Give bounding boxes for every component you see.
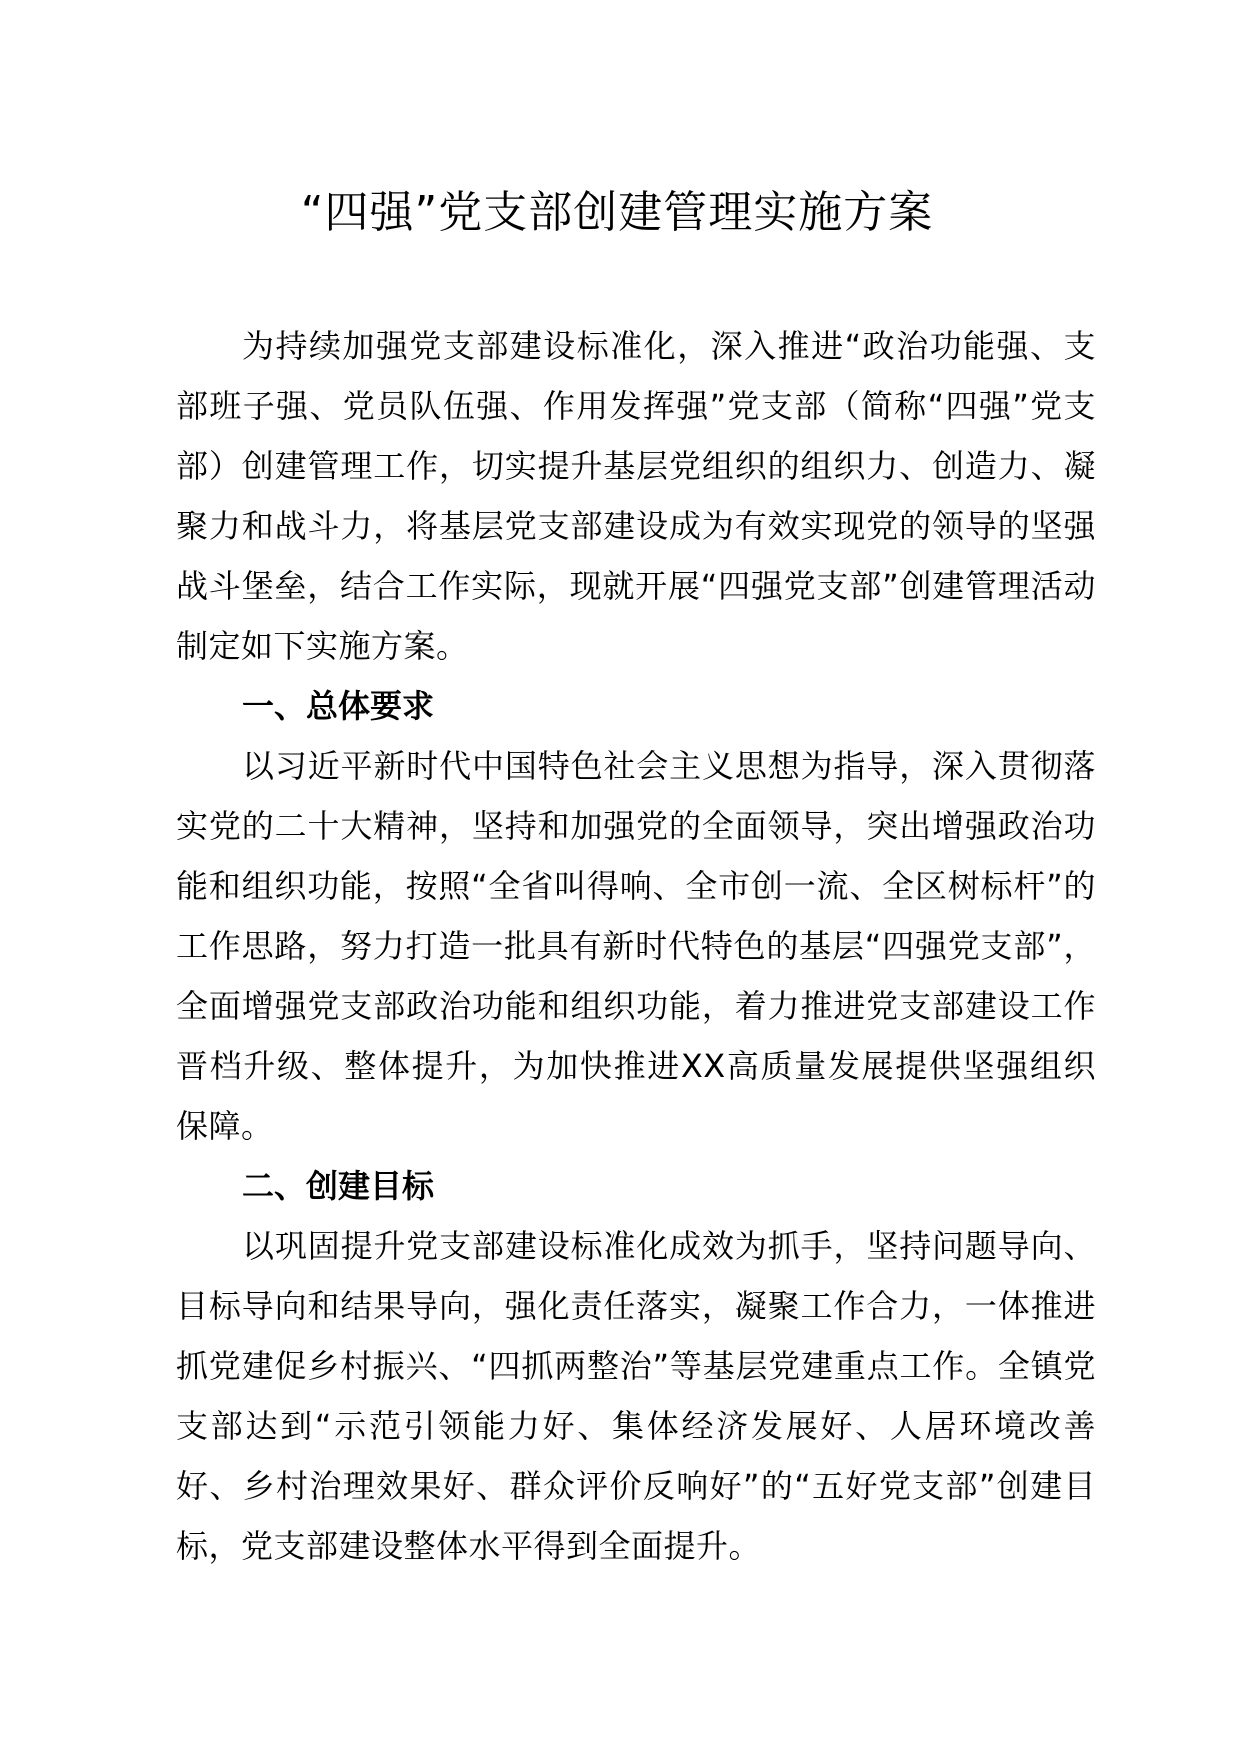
document-title: “四强”党支部创建管理实施方案 — [300, 187, 934, 238]
section-heading: 一、总体要求 — [242, 687, 435, 725]
section-overall-requirements — [176, 676, 1096, 1156]
section-paragraph: 以习近平新时代中国特色社会主义思想为指导，深入贯彻落实党的二十大精神，坚持和加强党的全面领导，突出增强政治功能和组织功能，按照“全省叫得响、全市创一流、全区树标杆”的工作思路，努力打造一批具有新时代特色的基层“四强党支部”，全面增强党支部政治功能和组织功能，着力推进党支部建设工作晋档升级、整体提升，为加快推进XX高质量发展提供坚强组织保障。 — [176, 747, 1096, 1145]
section-paragraph: 以巩固提升党支部建设标准化成效为抓手，坚持问题导向、目标导向和结果导向，强化责任落实，凝聚工作合力，一体推进抓党建促乡村振兴、“四抓两整治”等基层党建重点工作。全镇党支部达到“示范引领能力好、集体经济发展好、人居环境改善好、乡村治理效果好、群众评价反响好”的“五好党支部”创建目标，党支部建设整体水平得到全面提升。 — [176, 1227, 1096, 1565]
document-body — [176, 316, 1096, 1576]
section-heading: 二、创建目标 — [242, 1167, 435, 1205]
section-creation-goals — [176, 1156, 1096, 1576]
intro-paragraph: 为持续加强党支部建设标准化，深入推进“政治功能强、支部班子强、党员队伍强、作用发挥强”党支部（简称“四强”党支部）创建管理工作，切实提升基层党组织的组织力、创造力、凝聚力和战斗力，将基层党支部建设成为有效实现党的领导的坚强战斗堡垒，结合工作实际，现就开展“四强党支部”创建管理活动制定如下实施方案。 — [176, 327, 1096, 665]
